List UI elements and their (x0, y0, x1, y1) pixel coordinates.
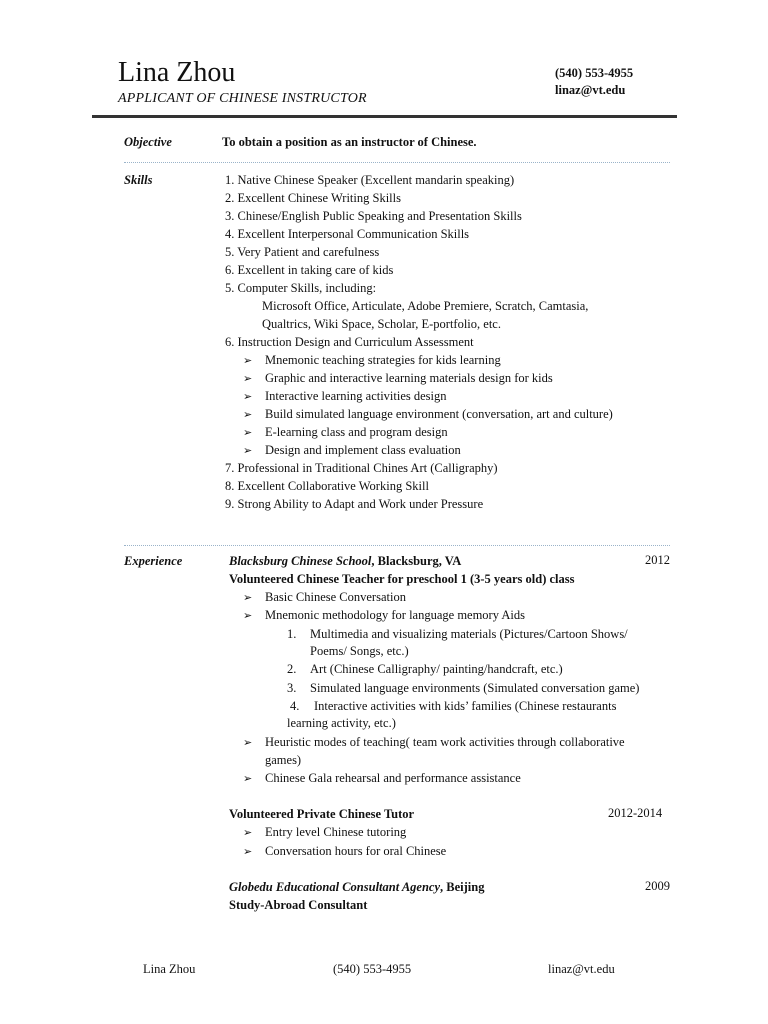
sub-item-cont: learning activity, etc.) (287, 716, 396, 730)
objective-label: Objective (124, 135, 172, 149)
job2-bullet: ➢ Entry level Chinese tutoring (243, 823, 406, 842)
job1-role: Volunteered Chinese Teacher for preschool 1 (3-5 years old) class (229, 572, 575, 586)
skill-item: 6. Instruction Design and Curriculum Assessment (225, 335, 474, 349)
footer-email[interactable]: linaz@vt.edu (548, 962, 615, 976)
job1-year: 2012 (645, 553, 670, 567)
footer-phone: (540) 553-4955 (333, 962, 412, 976)
job3-role: Study-Abroad Consultant (229, 898, 368, 912)
arrow-bullet-icon: ➢ (243, 610, 253, 622)
skill-item: 5. Computer Skills, including: (225, 281, 377, 295)
job2-bullet: ➢ Conversation hours for oral Chinese (243, 842, 446, 861)
arrow-bullet-icon: ➢ (243, 373, 253, 385)
sub-item: Multimedia and visualizing materials (Pictures/Cartoon Shows/ (310, 627, 628, 641)
section-divider (124, 545, 670, 546)
arrow-bullet-icon: ➢ (243, 427, 253, 439)
skill-item: 4. Excellent Interpersonal Communication Skills (225, 227, 470, 241)
skill-item: 9. Strong Ability to Adapt and Work under Pressure (225, 497, 484, 511)
skill-bullet: ➢ Build simulated language environment (conversation, art and culture) (243, 405, 613, 424)
arrow-bullet-icon: ➢ (243, 592, 253, 604)
job3-employer: Globedu Educational Consultant Agency, Beijing (229, 880, 485, 894)
skill-bullet: ➢ Interactive learning activities design (243, 387, 447, 406)
sub-item: Art (Chinese Calligraphy/ painting/handcraft, etc.) (310, 662, 563, 676)
job1-bullet: ➢ Basic Chinese Conversation (243, 588, 406, 607)
skill-bullet: ➢ Mnemonic teaching strategies for kids learning (243, 351, 501, 370)
arrow-bullet-icon: ➢ (243, 773, 253, 785)
arrow-bullet-icon: ➢ (243, 846, 253, 858)
job1-bullet: ➢ Mnemonic methodology for language memory Aids (243, 606, 525, 625)
skill-item: 1. Native Chinese Speaker (Excellent mandarin speaking) (225, 173, 515, 187)
sub-number: 2. (287, 662, 297, 676)
arrow-bullet-icon: ➢ (243, 409, 253, 421)
sub-number: 3. (287, 681, 297, 695)
skill-item: 5. Very Patient and carefulness (225, 245, 380, 259)
header-phone: (540) 553-4955 (555, 66, 634, 80)
skill-subitem: Qualtrics, Wiki Space, Scholar, E-portfolio, etc. (262, 317, 501, 331)
applicant-title: APPLICANT OF CHINESE INSTRUCTOR (118, 91, 367, 106)
sub-number: 1. (287, 627, 297, 641)
arrow-bullet-icon: ➢ (243, 391, 253, 403)
job1-employer: Blacksburg Chinese School, Blacksburg, VA (229, 554, 462, 568)
job2-role: Volunteered Private Chinese Tutor (229, 807, 415, 821)
section-divider (124, 162, 670, 163)
job2-year: 2012-2014 (608, 806, 663, 820)
arrow-bullet-icon: ➢ (243, 737, 253, 749)
header-email[interactable]: linaz@vt.edu (555, 83, 626, 97)
job3-year: 2009 (645, 879, 670, 893)
sub-item-cont: Poems/ Songs, etc.) (310, 644, 409, 658)
experience-label: Experience (124, 554, 183, 568)
skill-item: 8. Excellent Collaborative Working Skill (225, 479, 429, 493)
skill-item: 2. Excellent Chinese Writing Skills (225, 191, 401, 205)
skill-bullet: ➢ E-learning class and program design (243, 423, 448, 442)
skills-label: Skills (124, 173, 153, 187)
skill-bullet: ➢ Graphic and interactive learning materials design for kids (243, 369, 553, 388)
skill-item: 3. Chinese/English Public Speaking and Presentation Skills (225, 209, 522, 223)
job1-bullet: ➢ Chinese Gala rehearsal and performance assistance (243, 769, 521, 788)
sub-item: Interactive activities with kids’ families (Chinese restaurants (314, 699, 617, 713)
skill-subitem: Microsoft Office, Articulate, Adobe Premiere, Scratch, Camtasia, (262, 299, 589, 313)
skill-bullet: ➢ Design and implement class evaluation (243, 441, 461, 460)
arrow-bullet-icon: ➢ (243, 355, 253, 367)
job1-bullet-cont: games) (265, 753, 302, 767)
arrow-bullet-icon: ➢ (243, 827, 253, 839)
arrow-bullet-icon: ➢ (243, 445, 253, 457)
skill-item: 6. Excellent in taking care of kids (225, 263, 394, 277)
objective-text: To obtain a position as an instructor of Chinese. (222, 135, 477, 149)
skill-item: 7. Professional in Traditional Chines Art (Calligraphy) (225, 461, 498, 475)
sub-number: 4. (290, 699, 300, 713)
footer-name: Lina Zhou (143, 962, 196, 976)
applicant-name: Lina Zhou (118, 57, 236, 88)
job1-bullet: ➢ Heuristic modes of teaching( team work activities through collaborative (243, 733, 625, 752)
header-rule (92, 115, 677, 118)
sub-item: Simulated language environments (Simulated conversation game) (310, 681, 640, 695)
